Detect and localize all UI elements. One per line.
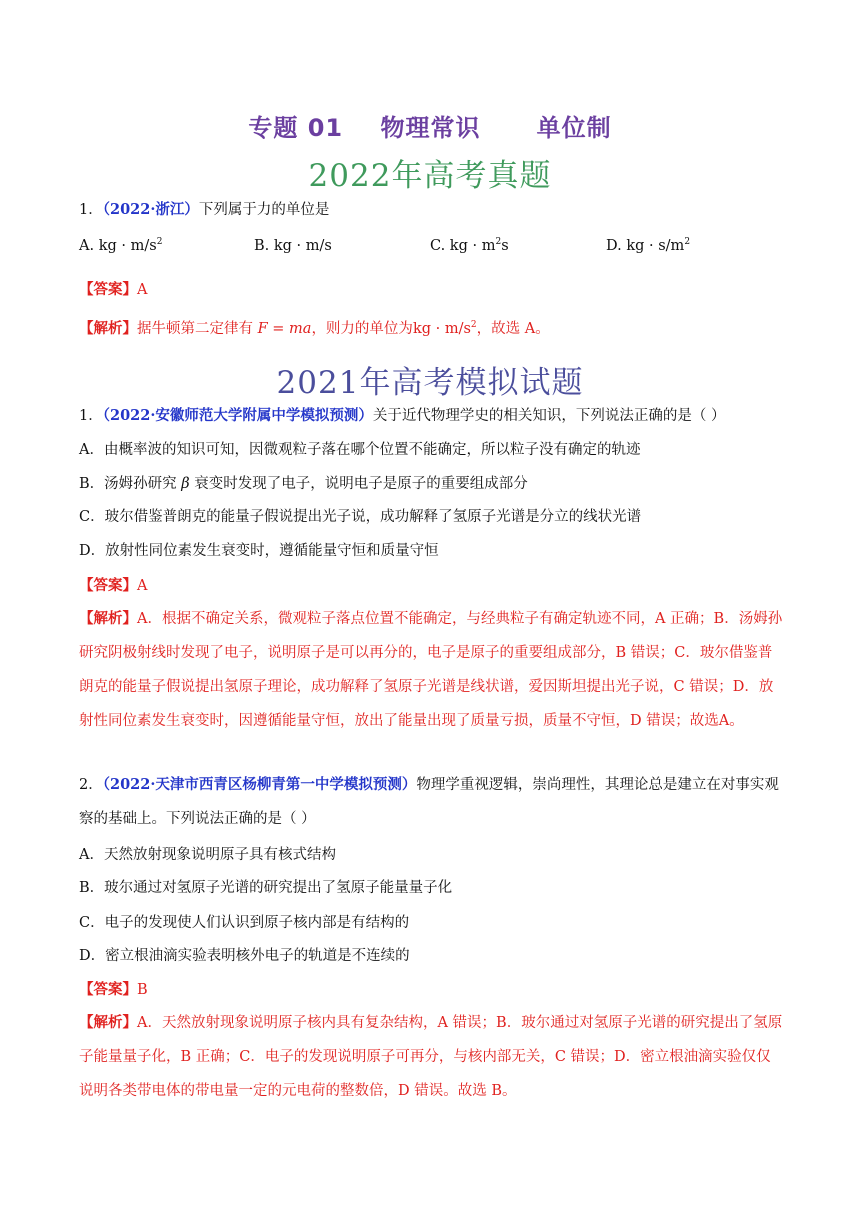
q2022-option-d: D. kg · $s/m^2$: [606, 237, 691, 254]
document-title: 专题 01 物理常识 单位制: [248, 114, 612, 142]
q2022-stem: 下列属于力的单位是: [198, 202, 330, 218]
m1-stem-line: 1．（2022·安徽师范大学附属中学模拟预测）关于近代物理学史的相关知识，下列说法正确的是（ ）: [79, 407, 726, 424]
m2-analysis: 【解析】A．天然放射现象说明原子核内具有复杂结构，A 错误；B．玻尔通过对氢原子光谱的研究提出了氢原子能量量子化，B 正确；C．电子的发现说明原子可再分，与核内部无关，C 错误；D．密立根油滴实验仅仅说明各类带电体的带电量一定的元电荷的整数倍，D 错误。故选 B。: [79, 1014, 783, 1099]
q2022-analysis: 【解析】据牛顿第二定律有 F = ma，则力的单位为kg · $m/s^2$，故选 A。: [79, 320, 550, 337]
section-banner-mock-exam: 2021年高考模拟试题: [276, 365, 584, 401]
m2-stem: 2．（2022·天津市西青区杨柳青第一中学模拟预测）物理学重视逻辑，崇尚理性，其理论总是建立在对事实观察的基础上。下列说法正确的是（ ）: [79, 776, 779, 827]
m2-answer: 【答案】B: [79, 981, 148, 998]
m1-option-d: D．放射性同位素发生衰变时，遵循能量守恒和质量守恒: [79, 543, 439, 559]
m1-source: （2022·安徽师范大学附属中学模拟预测）: [102, 407, 373, 424]
section-banner-real-exam: 2022年高考真题: [308, 158, 552, 194]
q2022-options: [79, 238, 779, 260]
q2022-number: 1．: [79, 202, 103, 218]
q2022-stem-line: [79, 200, 784, 220]
m1-option-c: C．玻尔借鉴普朗克的能量子假说提出光子说，成功解释了氢原子光谱是分立的线状光谱: [79, 509, 642, 525]
q2022-answer: 【答案】A: [79, 281, 148, 298]
m1-option-a: A．由概率波的知识可知，因微观粒子落在哪个位置不能确定，所以粒子没有确定的轨迹: [79, 442, 641, 458]
q2022-option-b: B. kg · m/s: [254, 238, 332, 254]
m2-option-d: D．密立根油滴实验表明核外电子的轨道是不连续的: [79, 948, 410, 964]
m1-analysis: 【解析】A．根据不确定关系，微观粒子落点位置不能确定，与经典粒子有确定轨迹不同，A 正确；B．汤姆孙研究阴极射线时发现了电子，说明原子是可以再分的，电子是原子的重要组成部分，B 错误；C．玻尔借鉴普朗克的能量子假说提出氢原子理论，成功解释了氢原子光谱是线状谱，爱因斯坦提出光子说，C 错误；D．放射性同位素发生衰变时，因遵循能量守恒，放出了能量出现了质量亏损，质量不守恒，D 错误；故选A。: [79, 610, 783, 729]
q2022-source: （2022·浙江）: [102, 201, 199, 218]
m2-option-b: B．玻尔通过对氢原子光谱的研究提出了氢原子能量量子化: [79, 880, 453, 896]
q2022-option-a: A. kg · $m/s^2$: [79, 237, 163, 254]
m2-option-a: A．天然放射现象说明原子具有核式结构: [79, 847, 336, 863]
m1-option-b: B．汤姆孙研究 β 衰变时发现了电子，说明电子是原子的重要组成部分: [79, 476, 528, 492]
q2022-option-c: C. kg · $m^2s$: [430, 237, 509, 254]
m2-option-c: C．电子的发现使人们认识到原子核内部是有结构的: [79, 915, 410, 931]
m2-source: （2022·天津市西青区杨柳青第一中学模拟预测）: [102, 776, 417, 793]
m1-answer: 【答案】A: [79, 577, 148, 594]
